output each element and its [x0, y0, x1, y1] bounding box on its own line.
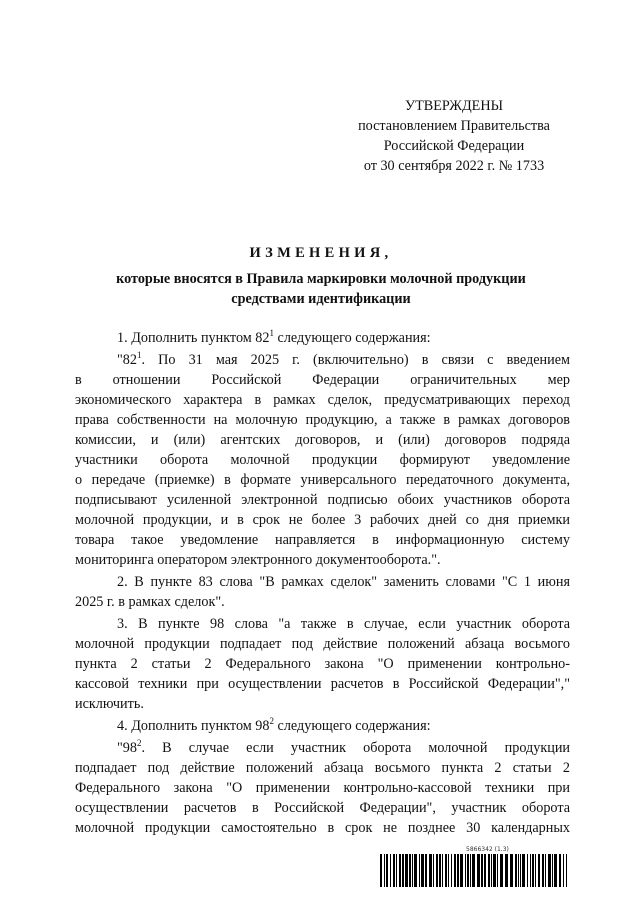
- text-line: мониторинга оператором электронного документооборота.".: [75, 552, 441, 568]
- text-line: исключить.: [75, 696, 144, 712]
- barcode-bar: [532, 854, 534, 887]
- text-line: 1. Дополнить пунктом $82^1$ следующего содержания:: [117, 328, 431, 346]
- text-line: молочной продукции, и в срок не более 3 рабочих дней со дня приемки: [75, 512, 570, 528]
- text-line: 3. В пункте 98 слова "а также в случае, если участник оборота: [117, 616, 570, 632]
- barcode-bar: [505, 854, 508, 887]
- barcode-bar: [559, 854, 561, 887]
- barcode-bar: [548, 854, 551, 887]
- barcode-bar: [448, 854, 449, 887]
- superscript: 2: [136, 738, 142, 748]
- paragraph-item-3: [75, 614, 570, 714]
- barcode-bar: [386, 854, 388, 887]
- barcode-bar: [399, 854, 401, 887]
- approval-line: постановлением Правительства: [358, 118, 550, 134]
- barcode-bar: [460, 854, 463, 887]
- barcode-bar: [493, 854, 496, 887]
- approval-line: Российской Федерации: [383, 138, 525, 154]
- barcode-bar: [500, 854, 503, 887]
- barcode-bar: [518, 854, 519, 887]
- barcode-bar: [384, 854, 385, 887]
- superscript: 1: [136, 350, 142, 360]
- text-line: "$98^2$. В случае если участник оборота молочной продукции: [117, 738, 570, 756]
- subtitle-line: которые вносятся в Правила маркировки молочной продукции: [116, 271, 526, 287]
- text-line: права собственности на молочную продукцию, а также в рамках договоров: [75, 412, 570, 428]
- barcode-bar: [497, 854, 498, 887]
- text-line: участники оборота молочной продукции формируют уведомление: [75, 452, 570, 468]
- barcode-bar: [409, 854, 411, 887]
- text-line: 2025 г. в рамках сделок".: [75, 594, 225, 610]
- superscript: 2: [269, 716, 274, 726]
- barcode-bar: [405, 854, 408, 887]
- barcode-bar: [510, 854, 513, 887]
- barcode-bar: [530, 854, 531, 887]
- barcode-bar: [465, 854, 466, 887]
- title-main: ИЗМЕНЕНИЯ,: [249, 245, 393, 261]
- approval-heading: УТВЕРЖДЕНЫ: [405, 98, 503, 114]
- text-line: подпадает под действие положений абзаца восьмого пункта 2 статьи 2: [75, 760, 570, 776]
- document-title: [72, 243, 570, 309]
- paragraph-quote-82-1: [75, 350, 570, 570]
- barcode-bar: [522, 854, 525, 887]
- barcode-bar: [477, 854, 480, 887]
- superscript: 1: [269, 328, 274, 338]
- barcode-bar: [481, 854, 483, 887]
- barcode-bar: [402, 854, 404, 887]
- paragraph-item-2: [75, 572, 570, 612]
- barcode-bar: [554, 854, 557, 887]
- approval-stamp: [350, 96, 558, 176]
- barcode-bar: [535, 854, 536, 887]
- text-line: кассовой техники при осуществлении расчетов в Российской Федерации",": [75, 676, 570, 692]
- barcode-bar: [421, 854, 424, 887]
- barcode-bar: [542, 854, 544, 887]
- text-line: комиссии, и (или) агентских договоров, и (или) договоров подряда: [75, 432, 570, 448]
- text-line: 4. Дополнить пунктом $98^2$ следующего содержания:: [117, 716, 431, 734]
- paragraph-quote-98-2: [75, 738, 570, 838]
- barcode-bar: [552, 854, 553, 887]
- text-line: товара такое уведомление направляется в информационную систему: [75, 532, 570, 548]
- barcode-bar: [419, 854, 420, 887]
- barcode-bar: [467, 854, 469, 887]
- document-body: [75, 328, 570, 840]
- barcode-number: 5866342 (1.3): [466, 846, 509, 853]
- barcode-bar: [429, 854, 432, 887]
- barcode-bar: [451, 854, 452, 887]
- text-line: пункта 2 статьи 2 Федерального закона "О применении контрольно-: [75, 656, 570, 672]
- text-line: Федерального закона "О применении контрольно-кассовой техники при: [75, 780, 570, 796]
- barcode-bar: [412, 854, 413, 887]
- text-line: молочной продукции подпадает под действие положений абзаца восьмого: [75, 636, 570, 652]
- title-subtitle: [72, 269, 570, 309]
- paragraph-item-4: [75, 716, 570, 736]
- barcode-bar: [484, 854, 486, 887]
- subtitle-line: средствами идентификации: [231, 291, 411, 307]
- text-line: молочной продукции самостоятельно в срок не позднее 30 календарных: [75, 820, 570, 836]
- barcode-bar: [393, 854, 395, 887]
- barcode-bar: [472, 854, 475, 887]
- text-line: подписывают усиленной электронной подписью обоих участников оборота: [75, 492, 570, 508]
- barcode-bar: [433, 854, 434, 887]
- barcode-bar: [454, 854, 456, 887]
- barcode-bar: [380, 854, 382, 887]
- barcode-bar: [566, 854, 567, 887]
- barcode-bar: [445, 854, 447, 887]
- approval-date-number: от 30 сентября 2022 г. № 1733: [363, 158, 545, 174]
- barcode-bar: [457, 854, 459, 887]
- barcode-bar: [442, 854, 443, 887]
- barcode-bar: [470, 854, 471, 887]
- barcode-bar: [563, 854, 564, 887]
- barcode-bar: [425, 854, 427, 887]
- barcode-bar: [520, 854, 521, 887]
- text-line: "$82^1$. По 31 мая 2025 г. (включительно) в связи с введением: [117, 350, 570, 368]
- barcode-bar: [491, 854, 492, 887]
- barcode-bar: [545, 854, 546, 887]
- text-line: в отношении Российской Федерации ограничительных мер: [75, 372, 570, 388]
- barcode-bar: [439, 854, 441, 887]
- paragraph-item-1: [75, 328, 570, 348]
- text-line: 2. В пункте 83 слова "В рамках сделок" заменить словами "С 1 июня: [117, 574, 570, 590]
- barcode-bar: [396, 854, 397, 887]
- text-line: о передаче (приемке) в формате универсального передаточного документа,: [75, 472, 570, 488]
- text-line: экономического характера в рамках сделок, предусматривающих переход: [75, 392, 570, 408]
- text-line: осуществлении расчетов в Российской Федерации", участник оборота: [75, 800, 570, 816]
- barcode-bar: [488, 854, 490, 887]
- barcode-bar: [390, 854, 391, 887]
- barcode-bar: [436, 854, 438, 887]
- barcode-bar: [414, 854, 417, 887]
- barcode-icon: [380, 854, 567, 887]
- barcode-bar: [538, 854, 540, 887]
- barcode-bar: [515, 854, 517, 887]
- barcode-bar: [527, 854, 528, 887]
